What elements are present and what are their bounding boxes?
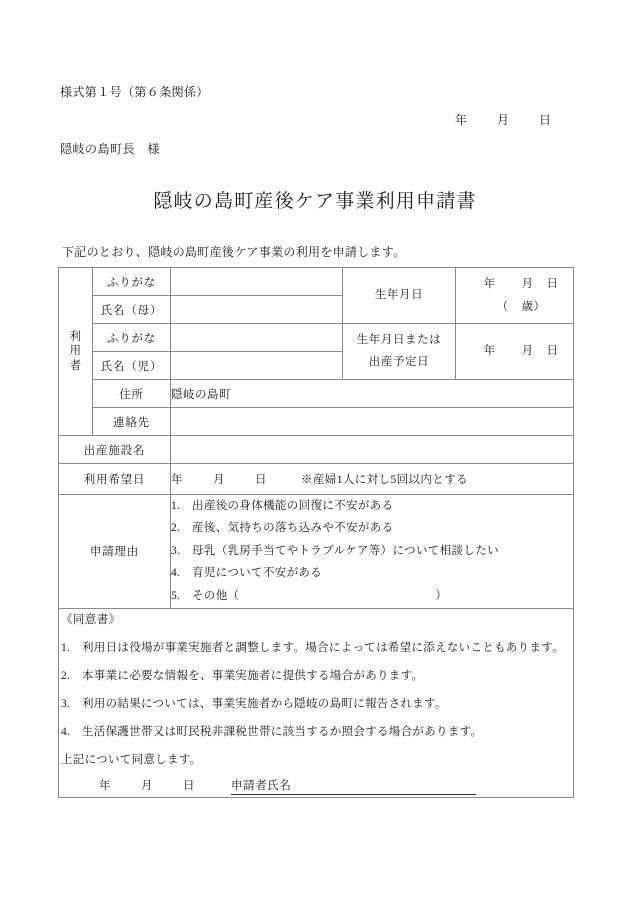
- wish-date-label: 利用希望日: [59, 464, 171, 495]
- child-furigana-label: ふりがな: [93, 324, 171, 352]
- mother-furigana-label: ふりがな: [93, 268, 171, 296]
- mother-dob-month: 月: [521, 278, 534, 291]
- consent-section: [59, 608, 574, 797]
- facility-label: 出産施設名: [59, 436, 171, 464]
- form-number: 様式第１号（第６条関係）: [60, 85, 209, 99]
- mother-name-label: 氏名（母）: [93, 296, 171, 324]
- reason-option-2-number: 2.: [171, 522, 181, 534]
- facility-input[interactable]: [171, 436, 574, 464]
- child-dob-date-line: [456, 340, 573, 362]
- mother-age-open-paren: （: [496, 300, 509, 313]
- consent-item-4-number: 4.: [61, 725, 71, 738]
- reason-option-1[interactable]: [171, 495, 573, 518]
- reason-option-3-number: 3.: [171, 544, 181, 557]
- lead-text: 下記のとおり、隠岐の島町産後ケア事業の利用を申請します。: [62, 245, 406, 259]
- child-dob-month: 月: [521, 345, 534, 358]
- reason-option-5-text: その他（: [192, 589, 240, 602]
- reason-option-2-text: 産後、気持ちの落ち込みや不安がある: [192, 522, 394, 534]
- address-input[interactable]: 隠岐の島町: [171, 380, 574, 408]
- reason-option-1-number: 1.: [171, 499, 181, 512]
- mother-dob-year: 年: [483, 278, 496, 291]
- signature-day: 日: [183, 779, 195, 792]
- reason-option-5[interactable]: [171, 585, 573, 608]
- reason-option-5-close-paren: ）: [435, 589, 448, 602]
- wish-date-note: ※産婦1人に対し5回以内とする: [301, 474, 468, 486]
- reason-option-1-text: 出産後の身体機能の回復に不安がある: [192, 499, 394, 512]
- user-vertical-label: [59, 268, 93, 436]
- wish-date-month: 月: [213, 474, 225, 486]
- wish-date-input[interactable]: [171, 464, 574, 495]
- reason-option-4-number: 4.: [171, 567, 181, 579]
- table-row-reason: [59, 495, 574, 609]
- page-title: 隠岐の島町産後ケア事業利用申請書: [153, 191, 477, 212]
- consent-item-2-text: 本事業に必要な情報を、事業実施者に提供する場合があります。: [82, 669, 424, 682]
- reason-option-4-text: 育児について不安がある: [192, 567, 323, 579]
- consent-item-4: [59, 717, 573, 745]
- reason-option-3-text: 母乳（乳房手当てやトラブルケア等）について相談したい: [192, 544, 499, 557]
- mother-name-input[interactable]: [171, 296, 343, 324]
- consent-item-3: [59, 689, 573, 717]
- mother-age-line: [456, 296, 573, 318]
- consent-heading: 《同意書》: [61, 613, 121, 626]
- table-row-wish-date: [59, 464, 574, 495]
- reason-label: 申請理由: [59, 495, 171, 609]
- reason-option-4[interactable]: [171, 563, 573, 586]
- table-row-consent: [59, 608, 574, 797]
- child-name-label: 氏名（児）: [93, 352, 171, 380]
- child-dob-label-line2: 出産予定日: [368, 355, 430, 368]
- consent-item-1-text: 利用日は役場が事業実施者と調整します。場合によっては希望に添えないこともあります。: [82, 641, 564, 654]
- signature-line[interactable]: [59, 769, 573, 797]
- signature-month: 月: [141, 779, 153, 792]
- child-dob-day: 日: [546, 345, 559, 358]
- reason-option-3[interactable]: [171, 540, 573, 563]
- contact-input[interactable]: [171, 408, 574, 436]
- applicant-name-label: 申請者氏名: [231, 777, 292, 795]
- consent-item-2: [59, 661, 573, 689]
- consent-agreement-text: 上記について同意します。: [61, 753, 202, 766]
- user-label-char-1: 利: [69, 331, 82, 344]
- header-date-year: 年: [455, 113, 468, 127]
- table-row-mother-furigana: [59, 268, 574, 296]
- table-row-contact: [59, 408, 574, 436]
- child-name-input[interactable]: [171, 352, 343, 380]
- applicant-name-input[interactable]: [292, 781, 476, 795]
- table-row-child-furigana: [59, 324, 574, 352]
- child-dob-label-line1: 生年月日または: [356, 334, 442, 347]
- child-dob-label: [343, 324, 456, 380]
- reason-option-5-number: 5.: [171, 589, 181, 602]
- table-row-address: [59, 380, 574, 408]
- child-dob-value[interactable]: [456, 324, 574, 380]
- reason-option-2[interactable]: [171, 518, 573, 541]
- header-date-month: 月: [497, 113, 510, 127]
- consent-item-1: [59, 633, 573, 661]
- mother-dob-day: 日: [546, 278, 559, 291]
- mother-age-label: 歳）: [521, 300, 546, 313]
- child-furigana-input[interactable]: [171, 324, 343, 352]
- addressee: 隠岐の島町長 様: [60, 142, 161, 156]
- mother-dob-value[interactable]: [456, 268, 574, 324]
- wish-date-year: 年: [171, 474, 183, 486]
- application-table: [58, 267, 574, 798]
- mother-dob-label: 生年月日: [343, 268, 456, 324]
- consent-item-3-number: 3.: [61, 697, 71, 710]
- mother-dob-date-line: [456, 273, 573, 295]
- address-label: 住所: [93, 380, 171, 408]
- mother-furigana-input[interactable]: [171, 268, 343, 296]
- header-date-line: [455, 111, 551, 128]
- header-date-day: 日: [539, 113, 552, 127]
- user-label-char-3: 者: [69, 359, 82, 372]
- consent-item-2-number: 2.: [61, 669, 71, 682]
- table-row-facility: [59, 436, 574, 464]
- wish-date-day: 日: [255, 474, 267, 486]
- consent-item-4-text: 生活保護世帯又は町民税非課税世帯に該当するか照会する場合があります。: [82, 725, 483, 738]
- contact-label: 連絡先: [93, 408, 171, 436]
- child-dob-year: 年: [483, 345, 496, 358]
- signature-year: 年: [99, 779, 111, 792]
- consent-item-3-text: 利用の結果については、事業実施者から隠岐の島町に報告されます。: [82, 697, 447, 710]
- reason-options: [171, 495, 574, 609]
- consent-item-1-number: 1.: [61, 641, 71, 654]
- user-label-char-2: 用: [69, 345, 82, 358]
